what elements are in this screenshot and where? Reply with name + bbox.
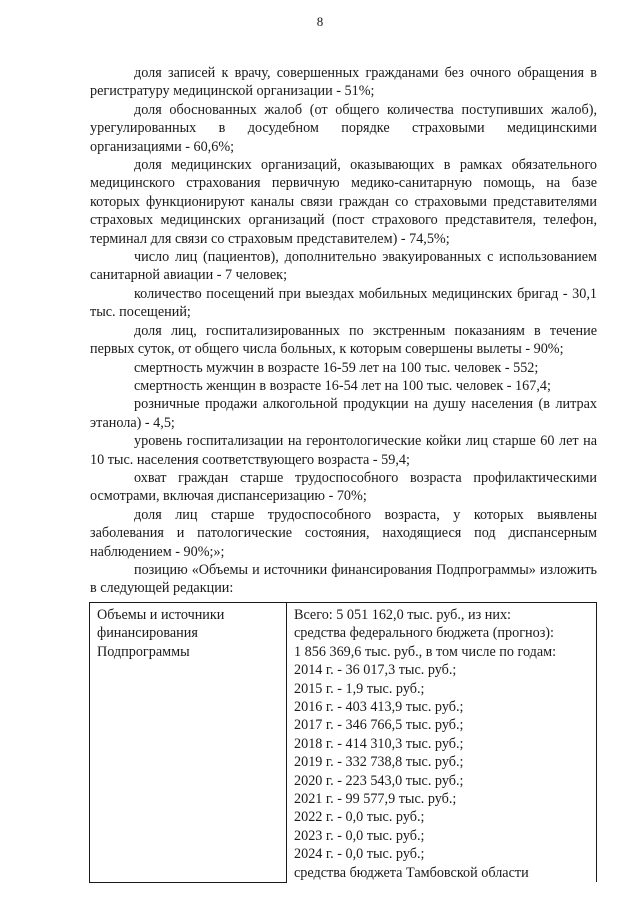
- table-value-line: 1 856 369,6 тыс. руб., в том числе по годам:: [294, 643, 557, 660]
- paragraph: смертность мужчин в возрасте 16-59 лет на 100 тыс. человек - 552;: [134, 359, 539, 376]
- document-body: [90, 64, 597, 598]
- table-value-line: 2015 г. - 1,9 тыс. руб.;: [294, 680, 425, 697]
- table-value-line: 2016 г. - 403 413,9 тыс. руб.;: [294, 699, 464, 716]
- table-label-cell: [90, 603, 287, 883]
- table-value-line: 2022 г. - 0,0 тыс. руб.;: [294, 809, 425, 826]
- page-number: 8: [316, 14, 324, 29]
- paragraph: число лиц (пациентов), дополнительно эвакуированных с использованием санитарной авиации - 7 человек;: [90, 249, 597, 284]
- table-label: Объемы и источники финансирования Подпрограммы: [97, 607, 225, 660]
- paragraph: охват граждан старше трудоспособного возраста профилактическими осмотрами, включая диспансеризацию - 70%;: [90, 469, 597, 505]
- paragraph: количество посещений при выездах мобильных медицинских бригад - 30,1 тыс. посещений;: [90, 285, 597, 321]
- table-row: [90, 603, 597, 883]
- table-value-cell: [287, 603, 597, 883]
- paragraph: смертность женщин в возрасте 16-54 лет на 100 тыс. человек - 167,4;: [134, 377, 551, 394]
- financing-table: [89, 602, 597, 883]
- paragraph: доля лиц, госпитализированных по экстренным показаниям в течение первых суток, от общего числа больных, к которым совершены вылеты - 90%;: [90, 322, 597, 358]
- table-value-line: средства бюджета Тамбовской области: [294, 864, 529, 881]
- table-value-line: средства федерального бюджета (прогноз):: [294, 625, 554, 642]
- table-value-line: 2018 г. - 414 310,3 тыс. руб.;: [294, 735, 464, 752]
- table-value-line: 2021 г. - 99 577,9 тыс. руб.;: [294, 791, 457, 808]
- table-value-line: Всего: 5 051 162,0 тыс. руб., из них:: [294, 607, 511, 623]
- table-value-line: 2017 г. - 346 766,5 тыс. руб.;: [294, 717, 464, 734]
- paragraph: доля записей к врачу, совершенных гражданами без очного обращения в регистратуру медицинской организации - 51%;: [90, 65, 597, 100]
- paragraph: доля лиц старше трудоспособного возраста, у которых выявлены заболевания и патологические состояния, находящиеся под диспансерным наблюдением - 90%;»;: [90, 506, 597, 560]
- paragraph: уровень госпитализации на геронтологические койки лиц старше 60 лет на 10 тыс. населения соответствующего возраста - 59,4;: [90, 433, 597, 468]
- paragraph: розничные продажи алкогольной продукции на душу населения (в литрах этанола) - 4,5;: [90, 396, 597, 431]
- paragraph: доля обоснованных жалоб (от общего количества поступивших жалоб), урегулированных в досудебном порядке страховыми медицинскими организациями - 60,6%;: [90, 101, 597, 155]
- paragraph: позицию «Объемы и источники финансирования Подпрограммы» изложить в следующей редакции:: [90, 561, 597, 597]
- table-value-line: 2023 г. - 0,0 тыс. руб.;: [294, 827, 425, 844]
- table-value-line: 2019 г. - 332 738,8 тыс. руб.;: [294, 754, 464, 771]
- table-value-line: 2014 г. - 36 017,3 тыс. руб.;: [294, 662, 457, 679]
- table-value-line: 2024 г. - 0,0 тыс. руб.;: [294, 846, 425, 863]
- table-value-line: 2020 г. - 223 543,0 тыс. руб.;: [294, 772, 464, 789]
- paragraph: доля медицинских организаций, оказывающих в рамках обязательного медицинского страхования первичную медико-санитарную помощь, на базе которых функционируют каналы связи граждан со страховыми представителями страховых медицинских организаций (пост страхового представителя, телефон, терминал для связи со страховым представителем) - 74,5%;: [90, 157, 597, 247]
